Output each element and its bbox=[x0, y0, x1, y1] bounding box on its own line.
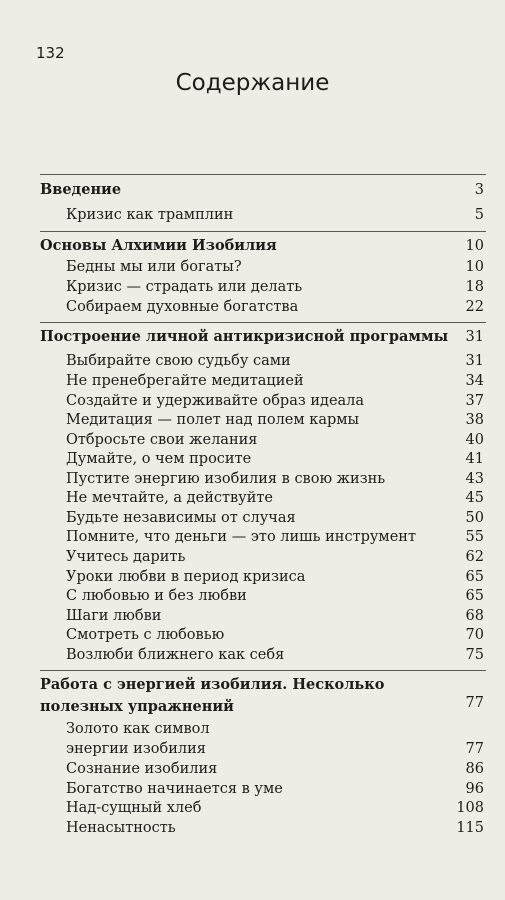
toc-item-title: Ненасытность bbox=[66, 820, 176, 836]
toc-section-title: Работа с энергией изобилия. Несколько полезных упражнений bbox=[40, 676, 385, 715]
toc-item-title: Выбирайте свою судьбу сами bbox=[66, 353, 291, 369]
page-number: 132 bbox=[36, 44, 65, 62]
toc-page-number: 31 bbox=[465, 329, 484, 345]
divider bbox=[40, 231, 486, 232]
toc-item-title: Над-сущный хлеб bbox=[66, 800, 202, 816]
toc-item-title: Сознание изобилия bbox=[66, 761, 218, 777]
toc-item-title: Смотреть с любовью bbox=[66, 627, 225, 643]
toc-item-title: Шаги любви bbox=[66, 608, 162, 624]
toc-page-number: 86 bbox=[465, 761, 484, 777]
toc-page-number: 108 bbox=[456, 800, 484, 816]
toc-item bbox=[0, 719, 505, 759]
divider bbox=[40, 174, 486, 175]
toc-item-title: Медитация — полет над полем кармы bbox=[66, 412, 360, 428]
toc-page-number: 3 bbox=[474, 182, 484, 198]
toc-item-title: Богатство начинается в уме bbox=[66, 781, 283, 797]
toc-item-title: Кризис как трамплин bbox=[66, 207, 234, 223]
toc-page-number: 22 bbox=[465, 299, 484, 315]
toc-item-title: Пустите энергию изобилия в свою жизнь bbox=[66, 471, 386, 487]
toc-page-number: 10 bbox=[465, 259, 484, 275]
toc-page-number: 45 bbox=[465, 490, 484, 506]
toc-page-number: 41 bbox=[465, 451, 484, 467]
toc-item-title: Кризис — страдать или делать bbox=[66, 279, 303, 295]
toc-page-number: 31 bbox=[465, 353, 484, 369]
toc-page-number: 50 bbox=[465, 510, 484, 526]
toc-item-title: Отбросьте свои желания bbox=[66, 432, 258, 448]
toc-page-number: 34 bbox=[465, 373, 484, 389]
toc-item-title: Помните, что деньги — это лишь инструмент bbox=[66, 529, 416, 545]
toc-section-title: Построение личной антикризисной программы bbox=[40, 328, 449, 345]
toc-page-number: 115 bbox=[456, 820, 484, 836]
toc-item-title: С любовью и без любви bbox=[66, 588, 247, 604]
toc-page-number: 43 bbox=[465, 471, 484, 487]
toc-item-title: Собираем духовные богатства bbox=[66, 299, 299, 315]
toc-item-title: Золото как символ энергии изобилия bbox=[66, 721, 210, 757]
toc-page-number: 10 bbox=[465, 238, 484, 254]
toc-page-number: 40 bbox=[465, 432, 484, 448]
toc-page-number: 77 bbox=[465, 741, 484, 757]
toc-item-title: Создайте и удерживайте образ идеала bbox=[66, 393, 365, 409]
toc-page-number: 96 bbox=[465, 781, 484, 797]
toc-section-title: Основы Алхимии Изобилия bbox=[40, 237, 277, 254]
toc-page-number: 77 bbox=[465, 695, 484, 711]
page-title: Содержание bbox=[175, 70, 330, 96]
toc-page-number: 65 bbox=[465, 588, 484, 604]
toc-page-number: 38 bbox=[465, 412, 484, 428]
toc-page-number: 65 bbox=[465, 569, 484, 585]
toc-page-number: 68 bbox=[465, 608, 484, 624]
toc-page-number: 18 bbox=[465, 279, 484, 295]
toc-item-title: Не мечтайте, а действуйте bbox=[66, 490, 273, 506]
toc-page-number: 5 bbox=[474, 207, 484, 223]
toc-item-title: Думайте, о чем просите bbox=[66, 451, 252, 467]
toc-section-title: Введение bbox=[40, 181, 122, 198]
toc-page-number: 75 bbox=[465, 647, 484, 663]
toc-item-title: Бедны мы или богаты? bbox=[66, 259, 242, 275]
toc-item-title: Будьте независимы от случая bbox=[66, 510, 296, 526]
toc-page-number: 55 bbox=[465, 529, 484, 545]
divider bbox=[40, 670, 486, 671]
toc-page-number: 70 bbox=[465, 627, 484, 643]
toc-item-title: Возлюби ближнего как себя bbox=[66, 647, 285, 663]
toc-page-number: 62 bbox=[465, 549, 484, 565]
toc-section bbox=[0, 674, 505, 718]
divider bbox=[40, 322, 486, 323]
toc-page-number: 37 bbox=[465, 393, 484, 409]
toc-item-title: Уроки любви в период кризиса bbox=[66, 569, 306, 585]
toc-item-title: Не пренебрегайте медитацией bbox=[66, 373, 304, 389]
toc-item-title: Учитесь дарить bbox=[66, 549, 186, 565]
